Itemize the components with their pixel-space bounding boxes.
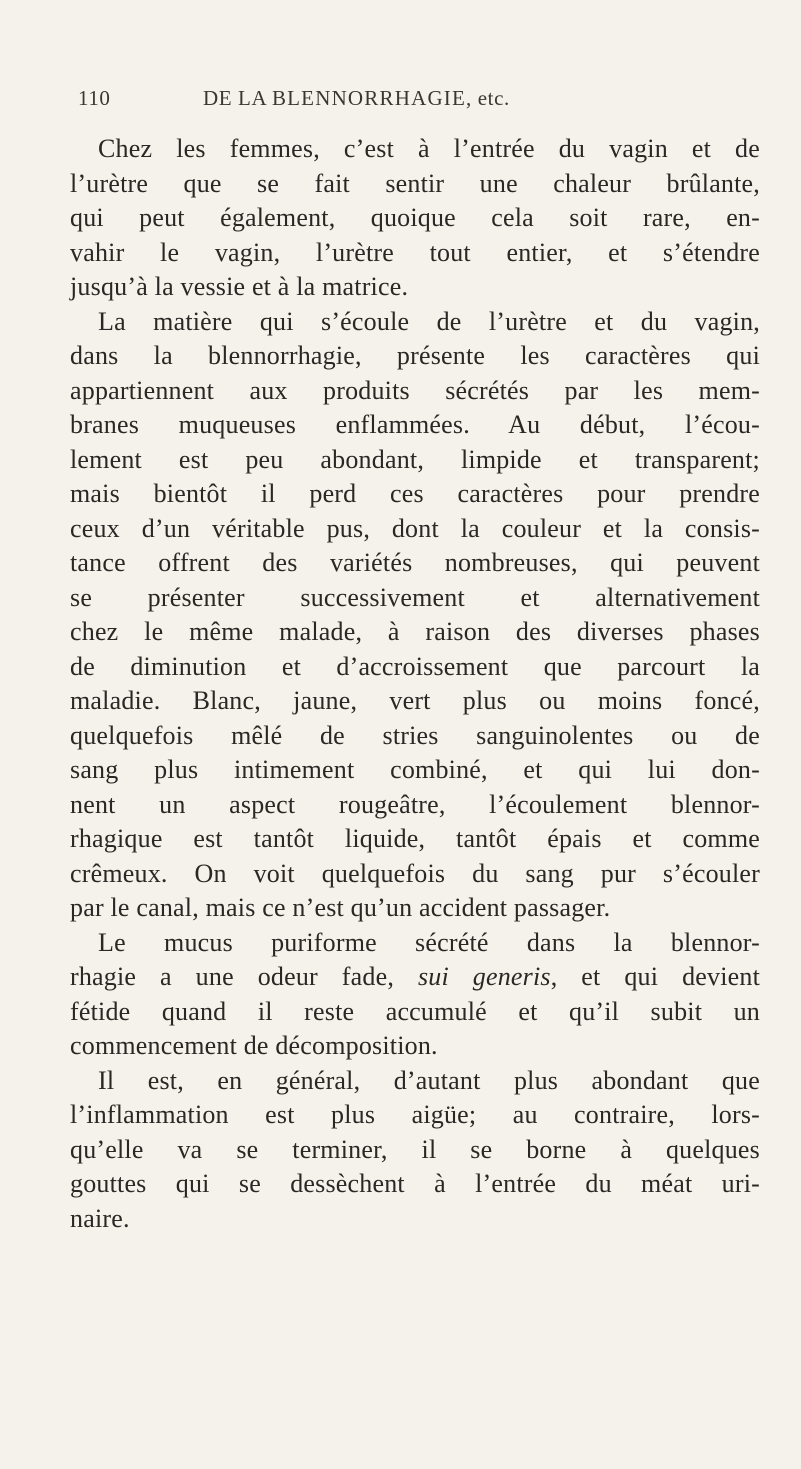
text-line: qu’elle va se terminer, il se borne à quelques	[70, 1134, 760, 1164]
text-line: se présenter successivement et alternativement	[70, 582, 760, 612]
text-line: mais bientôt il perd ces caractères pour prendre	[70, 479, 760, 508]
running-head	[78, 86, 748, 116]
text-line: maladie. Blanc, jaune, vert plus ou moins foncé,	[70, 686, 760, 715]
text-line: gouttes qui se dessèchent à l’entrée du méat uri-	[70, 1169, 760, 1198]
text-line: l’urètre que se fait sentir une chaleur brûlante,	[70, 168, 760, 198]
text-segment: , et qui devient	[550, 962, 761, 991]
text-line: branes muqueuses enflammées. Au début, l’écou-	[70, 410, 760, 439]
text-line: La matière qui s’écoule de l’urètre et du vagin,	[98, 306, 760, 336]
text-line: Le mucus puriforme sécrété dans la blennor-	[98, 927, 760, 957]
text-line: commencement de décomposition.	[70, 1031, 438, 1060]
page-number: 110	[78, 86, 111, 110]
text-segment: rhagie a une odeur fade,	[70, 962, 418, 991]
text-line: qui peut également, quoique cela soit rare, en-	[70, 203, 760, 232]
text-line: fétide quand il reste accumulé et qu’il subit un	[70, 996, 760, 1026]
text-line: Il est, en général, d’autant plus abondant que	[98, 1065, 760, 1095]
text-line: Chez les femmes, c’est à l’entrée du vagin et de	[98, 134, 760, 163]
running-title-suffix: , etc.	[466, 86, 510, 110]
text-line: l’inflammation est plus aigüe; au contraire, lors-	[70, 1100, 760, 1129]
text-line: sang plus intimement combiné, et qui lui don-	[70, 755, 760, 784]
text-line: de diminution et d’accroissement que parcourt la	[70, 651, 760, 681]
running-title-prefix: DE LA	[203, 86, 267, 110]
text-line: appartiennent aux produits sécrétés par les mem-	[70, 375, 760, 405]
text-line: par le canal, mais ce n’est qu’un accident passager.	[70, 893, 611, 922]
text-line: jusqu’à la vessie et à la matrice.	[70, 272, 409, 301]
text-line: nent un aspect rougeâtre, l’écoulement blennor-	[70, 789, 760, 819]
running-title-word: BLENNORRHAGIE	[271, 86, 467, 110]
text-line: naire.	[70, 1203, 130, 1233]
text-line: chez le même malade, à raison des diverses phases	[70, 617, 760, 646]
text-line: rhagique est tantôt liquide, tantôt épais et comme	[70, 824, 760, 853]
text-line: tance offrent des variétés nombreuses, qui peuvent	[70, 548, 760, 577]
text-line: quelquefois mêlé de stries sanguinolentes ou de	[70, 720, 760, 750]
text-line	[70, 960, 760, 995]
running-title	[203, 86, 510, 111]
text-line: dans la blennorrhagie, présente les caractères qui	[70, 341, 760, 370]
text-line: crêmeux. On voit quelquefois du sang pur s’écouler	[70, 858, 760, 888]
text-line: lement est peu abondant, limpide et transparent;	[70, 444, 760, 474]
body-text	[70, 132, 760, 1236]
text-line: ceux d’un véritable pus, dont la couleur et la consis-	[70, 513, 760, 543]
italic-phrase: sui generis	[417, 962, 551, 991]
text-line: vahir le vagin, l’urètre tout entier, et s’étendre	[70, 237, 760, 267]
